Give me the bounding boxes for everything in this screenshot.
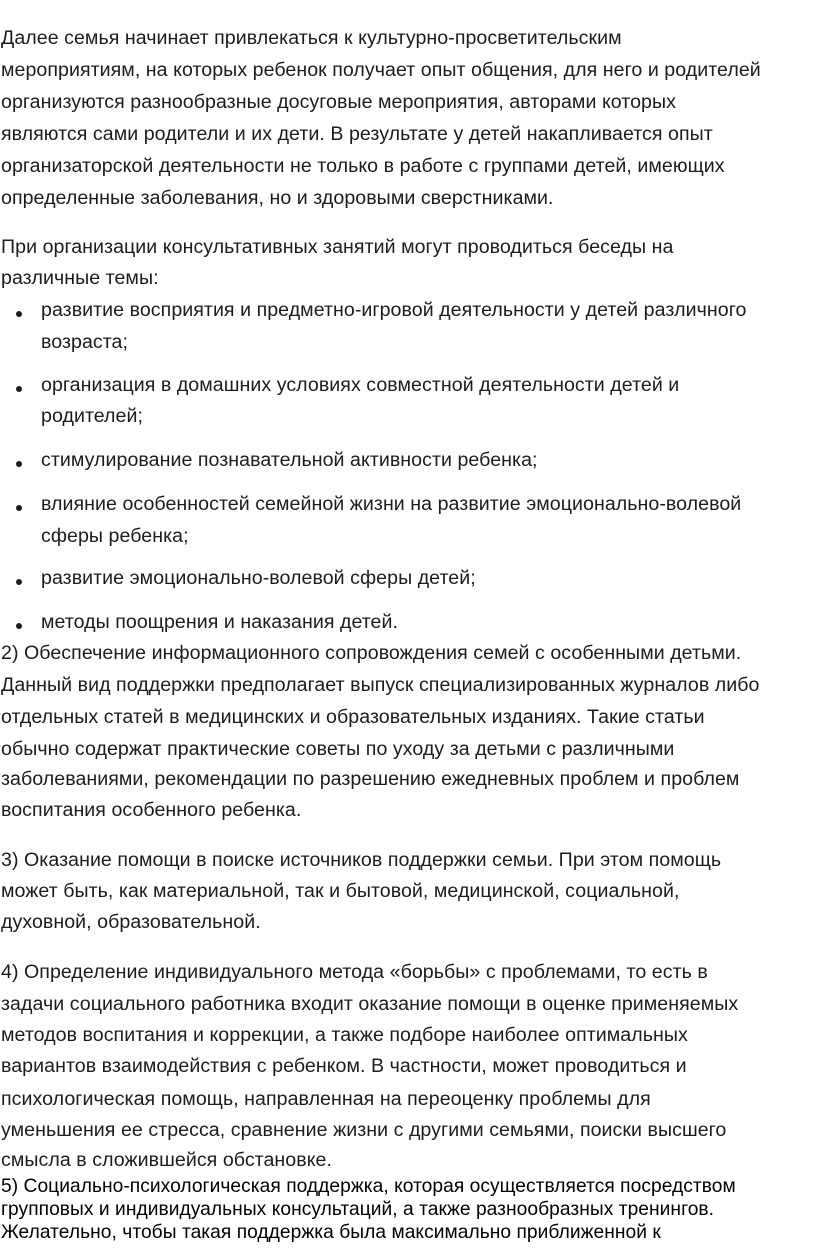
paragraph-line: духовной, образовательной.	[1, 911, 261, 933]
list-item-text: родителей;	[41, 405, 143, 427]
paragraph-line: различные темы:	[1, 267, 159, 289]
paragraph-line: психологическая помощь, направленная на переоценку проблемы для	[1, 1088, 651, 1110]
list-item-text: развитие эмоционально-волевой сферы детей;	[41, 567, 476, 589]
list-item-text: развитие восприятия и предметно-игровой деятельности у детей различного	[41, 299, 747, 321]
bullet-icon	[16, 623, 22, 629]
list-item-text: стимулирование познавательной активности ребенка;	[41, 449, 538, 471]
paragraph-line: методов воспитания и коррекции, а также подборе наиболее оптимальных	[1, 1024, 688, 1046]
bullet-icon	[16, 579, 22, 585]
paragraph-line: 4) Определение индивидуального метода «борьбы» с проблемами, то есть в	[1, 961, 708, 983]
paragraph-line: групповых и индивидуальных консультаций, а также разнообразных тренингов.	[1, 1199, 715, 1220]
list-item-text: организация в домашних условиях совместной деятельности детей и	[41, 374, 680, 396]
paragraph-line: смысла в сложившейся обстановке.	[1, 1149, 332, 1171]
bullet-icon	[16, 505, 22, 511]
paragraph-line: организаторской деятельности не только в работе с группами детей, имеющих	[1, 155, 725, 177]
paragraph-line: обычно содержат практические советы по уходу за детьми с различными	[1, 738, 675, 760]
paragraph-line: отдельных статей в медицинских и образовательных изданиях. Такие статьи	[1, 706, 705, 728]
list-item-text: влияние особенностей семейной жизни на развитие эмоционально-волевой	[41, 493, 742, 515]
paragraph-line: вариантов взаимодействия с ребенком. В частности, может проводиться и	[1, 1055, 687, 1077]
paragraph-line: 2) Обеспечение информационного сопровождения семей с особенными детьми.	[1, 642, 742, 664]
list-item-text: методы поощрения и наказания детей.	[41, 611, 398, 633]
paragraph-line: Желательно, чтобы такая поддержка была максимально приближенной к	[1, 1222, 661, 1243]
list-item-text: сферы ребенка;	[41, 525, 189, 547]
paragraph-line: организуются разнообразные досуговые мероприятия, авторами которых	[1, 91, 676, 113]
bullet-icon	[16, 386, 22, 392]
paragraph-line: уменьшения ее стресса, сравнение жизни с другими семьями, поиски высшего	[1, 1119, 727, 1141]
paragraph-line: мероприятиям, на которых ребенок получает опыт общения, для него и родителей	[1, 59, 761, 81]
paragraph-line: определенные заболевания, но и здоровыми сверстниками.	[1, 187, 554, 209]
paragraph-line: задачи социального работника входит оказание помощи в оценке применяемых	[1, 993, 739, 1015]
paragraph-line: При организации консультативных занятий могут проводиться беседы на	[1, 236, 674, 258]
paragraph-line: являются сами родители и их дети. В результате у детей накапливается опыт	[1, 123, 713, 145]
paragraph-line: Далее семья начинает привлекаться к культурно-просветительским	[1, 27, 622, 49]
paragraph-line: воспитания особенного ребенка.	[1, 799, 302, 821]
paragraph-line: заболеваниями, рекомендации по разрешению ежедневных проблем и проблем	[1, 768, 740, 790]
bullet-icon	[16, 461, 22, 467]
list-item-text: возраста;	[41, 331, 128, 353]
paragraph-line: может быть, как материальной, так и бытовой, медицинской, социальной,	[1, 880, 680, 902]
paragraph-line: Данный вид поддержки предполагает выпуск специализированных журналов либо	[1, 674, 760, 696]
paragraph-line: 3) Оказание помощи в поиске источников поддержки семьи. При этом помощь	[1, 849, 722, 871]
paragraph-line: 5) Социально-психологическая поддержка, которая осуществляется посредством	[1, 1176, 736, 1197]
bullet-icon	[16, 311, 22, 317]
